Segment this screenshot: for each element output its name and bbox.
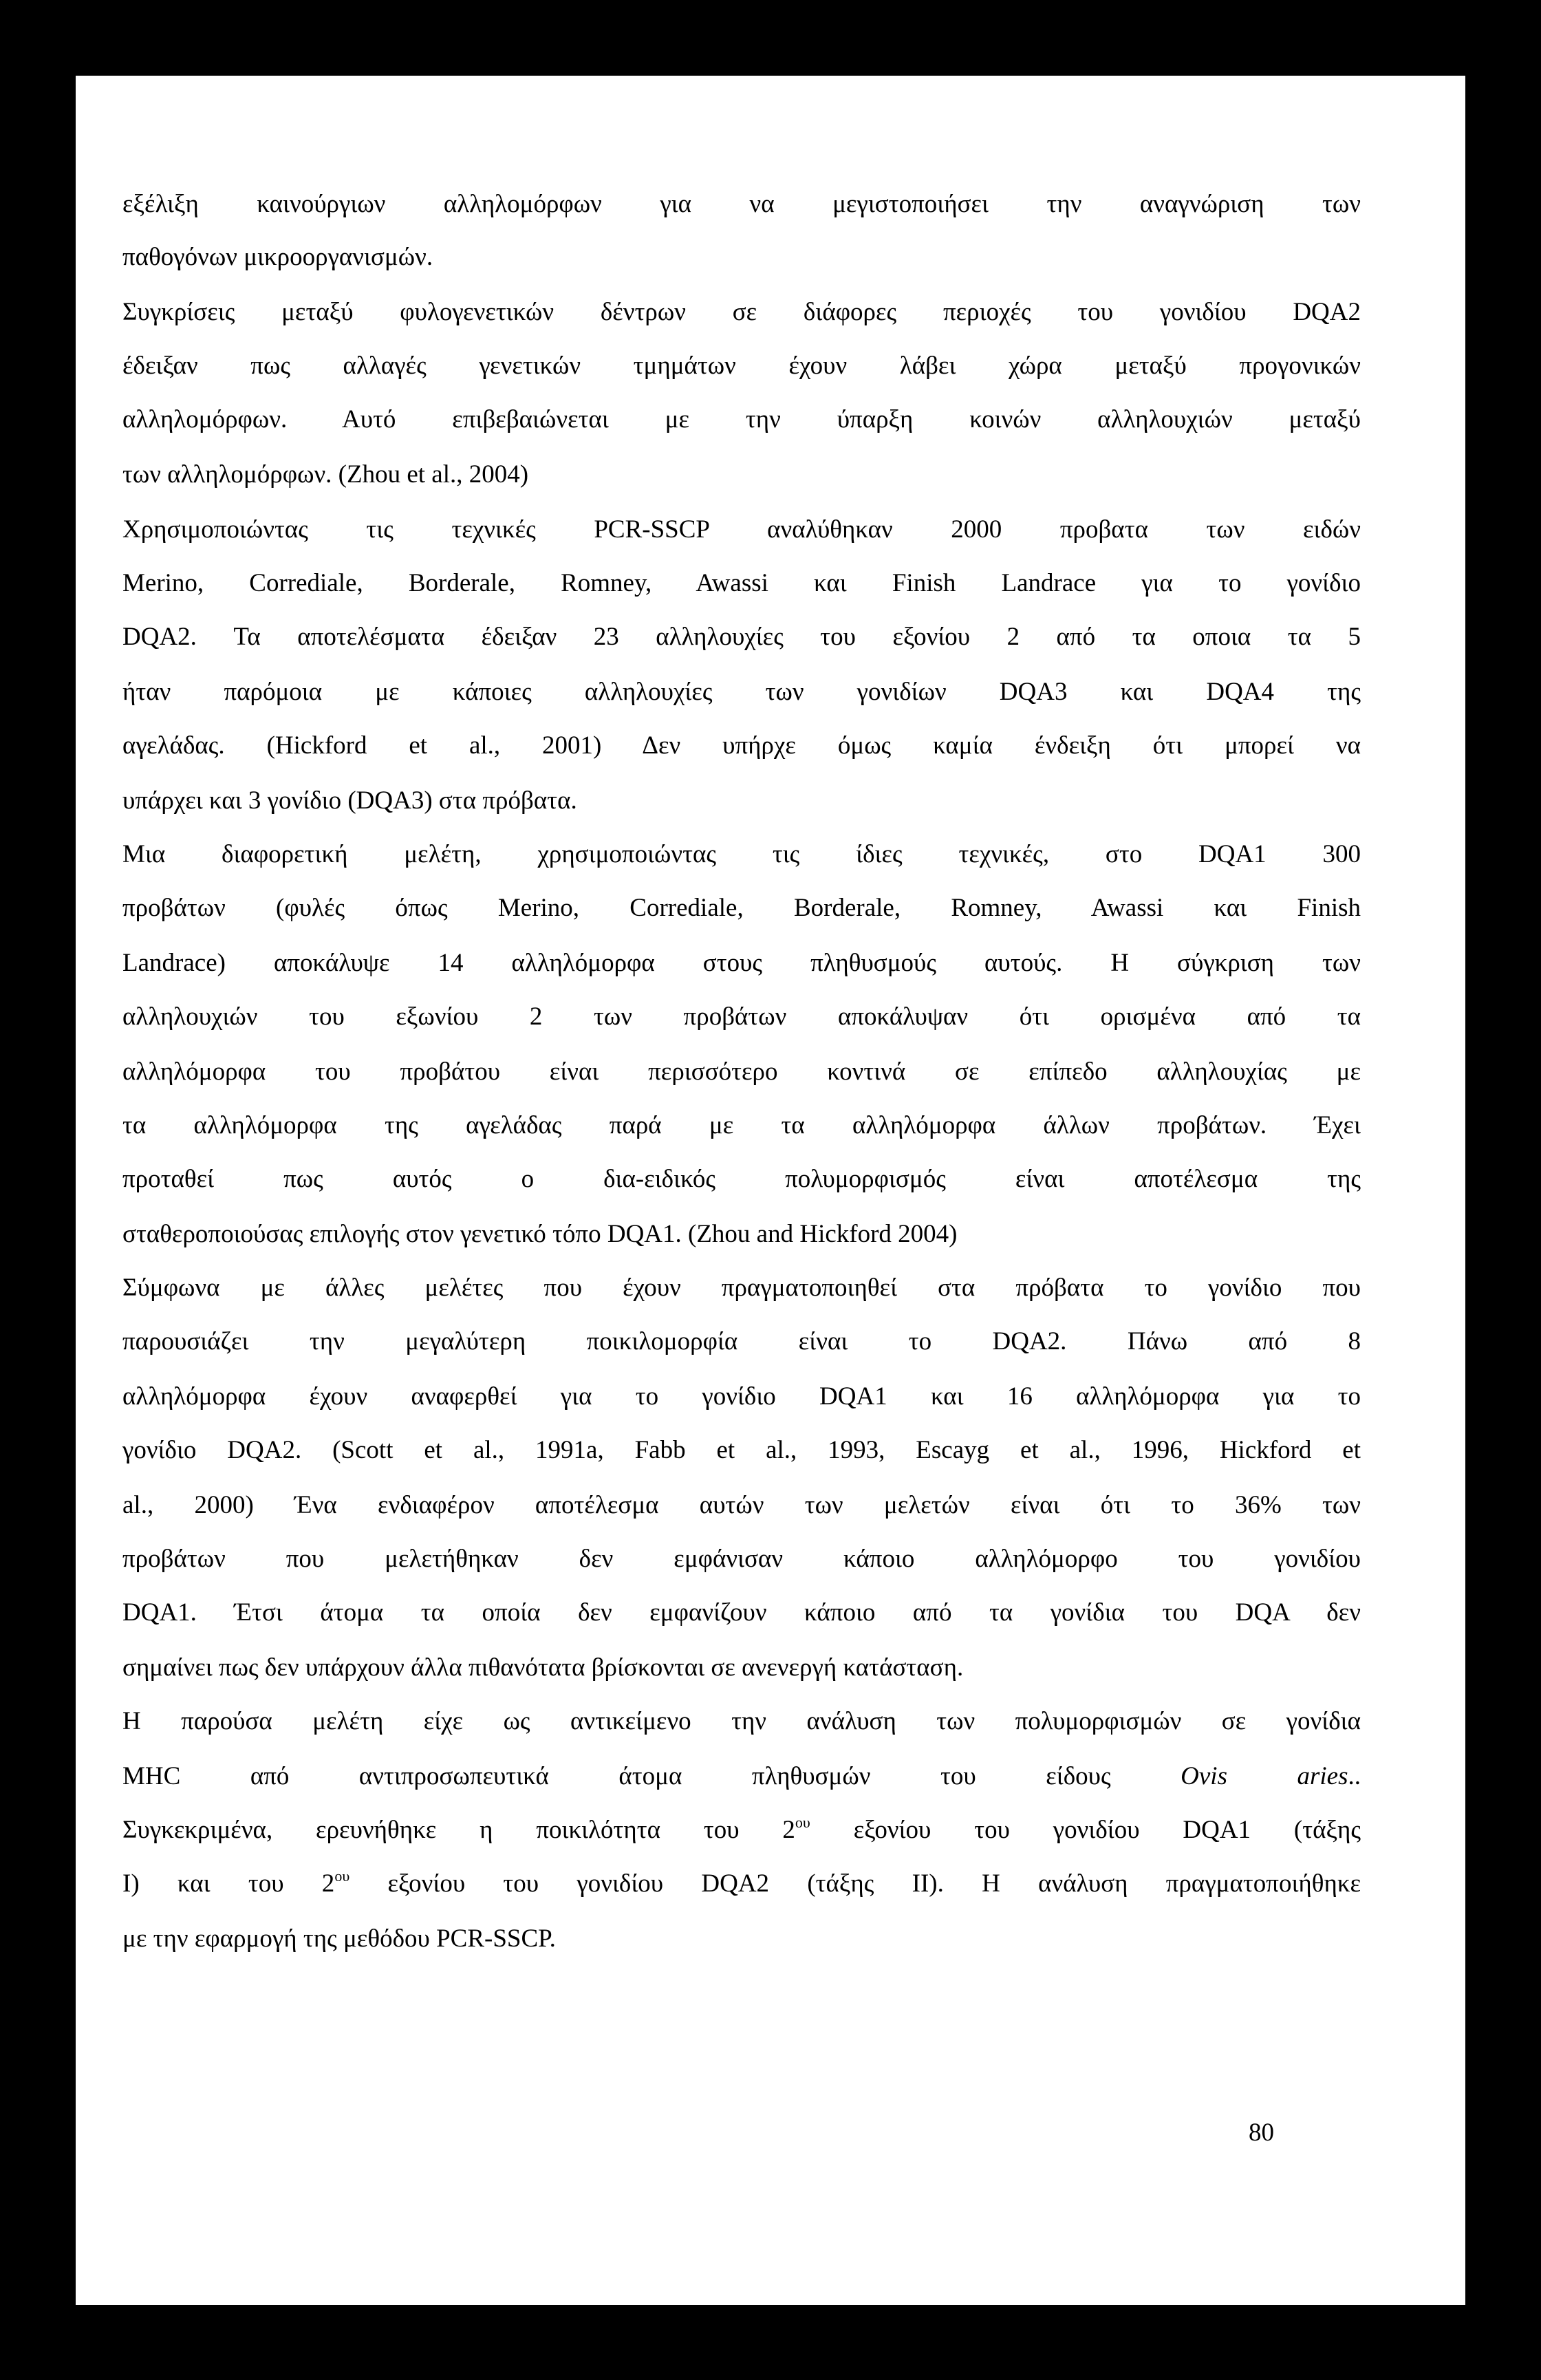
ordinal-suffix: ου <box>334 1867 350 1885</box>
text-line: των αλληλομόρφων. (Zhou et al., 2004) <box>122 460 529 489</box>
text-line: Μια διαφορετική μελέτη, χρησιμοποιώντας τις ίδιες τεχνικές, στο DQA1 300 <box>122 840 1361 868</box>
line-text: MHC από αντιπροσωπευτικά άτομα πληθυσμών του είδους <box>122 1762 1181 1790</box>
text-line: έδειξαν πως αλλαγές γενετικών τμημάτων έχουν λάβει χώρα μεταξύ προγονικών <box>122 352 1361 380</box>
line-text: εξονίου του γονιδίου DQA2 (τάξης II). Η ανάλυση πραγματοποιήθηκε <box>349 1869 1361 1898</box>
text-line: υπάρχει και 3 γονίδιο (DQA3) στα πρόβατα. <box>122 786 577 815</box>
text-line: προταθεί πως αυτός ο δια-ειδικός πολυμορφισμός είναι αποτέλεσμα της <box>122 1165 1361 1193</box>
text-line: παθογόνων μικροοργανισμών. <box>122 243 433 271</box>
page-number: 80 <box>1249 2119 1274 2147</box>
text-line: αλληλομόρφων. Αυτό επιβεβαιώνεται με την ύπαρξη κοινών αλληλουχιών μεταξύ <box>122 405 1361 433</box>
text-line: εξέλιξη καινούργιων αλληλομόρφων για να μεγιστοποιήσει την αναγνώριση των <box>122 190 1361 218</box>
text-line: Χρησιμοποιώντας τις τεχνικές PCR-SSCP αναλύθηκαν 2000 προβατα των ειδών <box>122 515 1361 544</box>
line-text: .. <box>1348 1762 1361 1790</box>
text-line: αλληλουχιών του εξωνίου 2 των προβάτων αποκάλυψαν ότι ορισμένα από τα <box>122 1003 1361 1031</box>
line-text: εξονίου του γονιδίου DQA1 (τάξης <box>810 1816 1361 1844</box>
text-line: ήταν παρόμοια με κάποιες αλληλουχίες των γονιδίων DQA3 και DQA4 της <box>122 678 1361 706</box>
text-line: Landrace) αποκάλυψε 14 αλληλόμορφα στους πληθυσμούς αυτούς. Η σύγκριση των <box>122 949 1361 977</box>
text-line: τα αλληλόμορφα της αγελάδας παρά με τα αλληλόμορφα άλλων προβάτων. Έχει <box>122 1111 1361 1139</box>
text-line: αλληλόμορφα του προβάτου είναι περισσότερο κοντινά σε επίπεδο αλληλουχίας με <box>122 1058 1361 1086</box>
text-line: Σύμφωνα με άλλες μελέτες που έχουν πραγματοποιηθεί στα πρόβατα το γονίδιο που <box>122 1274 1361 1302</box>
document-page <box>76 76 1465 2305</box>
text-line <box>122 1761 1361 1792</box>
text-line: Συγκρίσεις μεταξύ φυλογενετικών δέντρων σε διάφορες περιοχές του γονιδίου DQA2 <box>122 298 1361 326</box>
text-line: DQA2. Τα αποτελέσματα έδειξαν 23 αλληλουχίες του εξονίου 2 από τα οποια τα 5 <box>122 623 1361 651</box>
text-line: Merino, Corrediale, Borderale, Romney, Awassi και Finish Landrace για το γονίδιο <box>122 569 1361 597</box>
text-line: με την εφαρμογή της μεθόδου PCR-SSCP. <box>122 1925 556 1953</box>
text-line: παρουσιάζει την μεγαλύτερη ποικιλομορφία είναι το DQA2. Πάνω από 8 <box>122 1327 1361 1355</box>
text-line: σταθεροποιούσας επιλογής στον γενετικό τόπο DQA1. (Zhou and Hickford 2004) <box>122 1220 958 1248</box>
text-line: προβάτων που μελετήθηκαν δεν εμφάνισαν κάποιο αλληλόμορφο του γονιδίου <box>122 1545 1361 1573</box>
text-line: Η παρούσα μελέτη είχε ως αντικείμενο την ανάλυση των πολυμορφισμών σε γονίδια <box>122 1707 1361 1735</box>
text-line <box>122 1869 1361 1899</box>
text-line: προβάτων (φυλές όπως Merino, Corrediale, Borderale, Romney, Awassi και Finish <box>122 894 1361 922</box>
text-line: αλληλόμορφα έχουν αναφερθεί για το γονίδιο DQA1 και 16 αλληλόμορφα για το <box>122 1382 1361 1411</box>
text-line: γονίδιο DQA2. (Scott et al., 1991a, Fabb et al., 1993, Escayg et al., 1996, Hickford et <box>122 1436 1361 1464</box>
ordinal-suffix: ου <box>795 1813 810 1831</box>
text-line <box>122 1815 1361 1845</box>
text-line: σημαίνει πως δεν υπάρχουν άλλα πιθανότατα βρίσκονται σε ανενεργή κατάσταση. <box>122 1653 964 1682</box>
species-name: Ovis aries <box>1181 1762 1348 1790</box>
line-text: I) και του 2 <box>122 1869 335 1898</box>
line-text: Συγκεκριμένα, ερευνήθηκε η ποικιλότητα του 2 <box>122 1816 795 1844</box>
text-line: DQA1. Έτσι άτομα τα οποία δεν εμφανίζουν κάποιο από τα γονίδια του DQA δεν <box>122 1598 1361 1627</box>
text-line: al., 2000) Ένα ενδιαφέρον αποτέλεσμα αυτών των μελετών είναι ότι το 36% των <box>122 1491 1361 1519</box>
text-line: αγελάδας. (Hickford et al., 2001) Δεν υπήρχε όμως καμία ένδειξη ότι μπορεί να <box>122 731 1361 760</box>
